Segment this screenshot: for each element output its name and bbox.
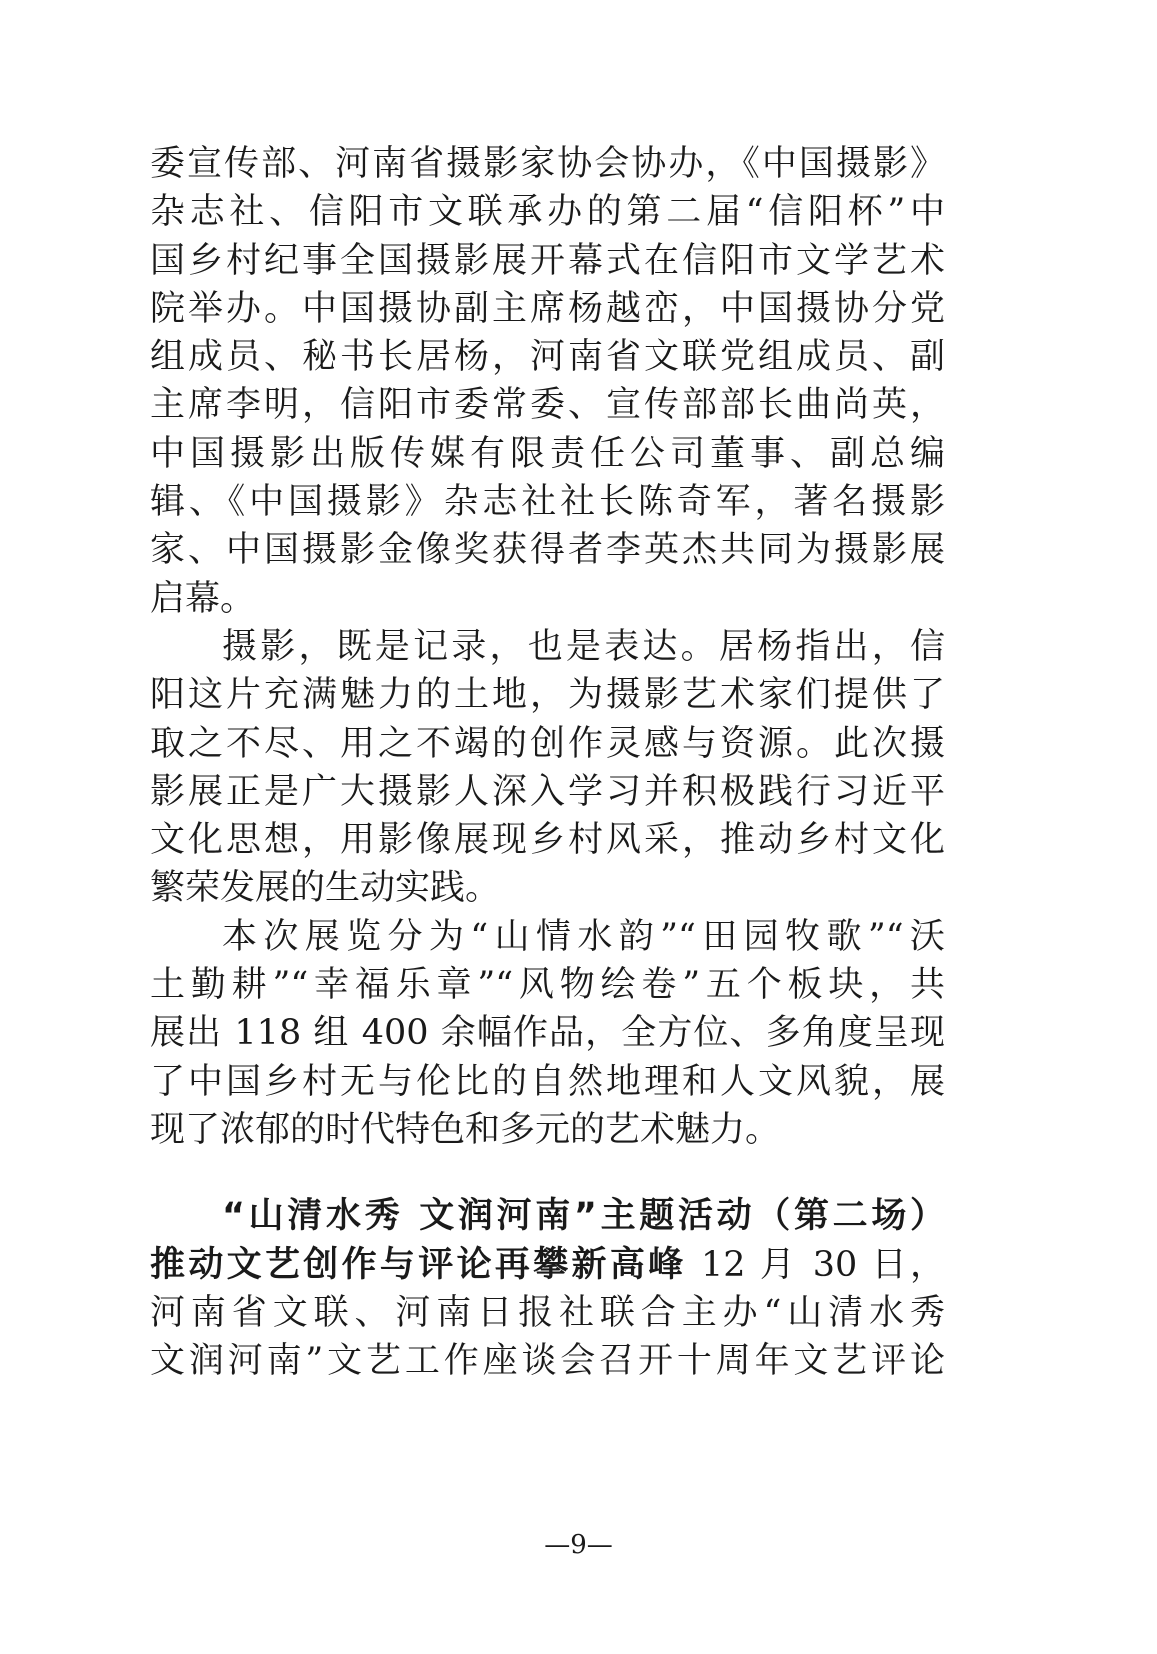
document-page (150, 140, 945, 1385)
text-line: 影展正是广大摄影人深入学习并积极践行习近平 (150, 771, 945, 812)
page-number: —9— (544, 1530, 613, 1560)
text-line: 文润河南”文艺工作座谈会召开十周年文艺评论 (150, 1341, 945, 1382)
text-line: 家、中国摄影金像奖获得者李英杰共同为摄影展 (150, 530, 945, 571)
paragraph-1 (150, 140, 945, 623)
paragraph-3 (150, 913, 945, 1154)
section-heading: “山清水秀 文润河南”主题活动（第二场） (222, 1196, 945, 1237)
text-line: 阳这片充满魅力的土地，为摄影艺术家们提供了 (150, 675, 945, 716)
text-line: 杂志社、信阳市文联承办的第二届“信阳杯”中 (150, 192, 945, 233)
text-line: 主席李明，信阳市委常委、宣传部部长曲尚英， (150, 385, 945, 426)
text-line: 文化思想，用影像展现乡村风采，推动乡村文化 (150, 820, 945, 861)
text-line: 委宣传部、河南省摄影家协会协办，《中国摄影》 (150, 144, 945, 184)
text-line: 本次展览分为“山情水韵”“田园牧歌”“沃 (222, 916, 945, 957)
section-subheading: 推动文艺创作与评论再攀新高峰 (150, 1244, 687, 1285)
text-line: 取之不尽、用之不竭的创作灵感与资源。此次摄 (150, 723, 945, 764)
text-line: 展出 118 组 400 余幅作品，全方位、多角度呈现 (150, 1013, 945, 1054)
text-line: 辑、《中国摄影》杂志社社长陈奇军，著名摄影 (150, 482, 945, 523)
section-date: 12 月 30 日， (686, 1244, 945, 1285)
text-line: 摄影，既是记录，也是表达。居杨指出，信 (222, 626, 945, 667)
text-line: 国乡村纪事全国摄影展开幕式在信阳市文学艺术 (150, 240, 945, 281)
text-line: 启幕。 (150, 578, 256, 619)
text-line: 院举办。中国摄协副主席杨越峦，中国摄协分党 (150, 288, 945, 329)
text-line: 繁荣发展的生动实践。 (150, 868, 501, 909)
text-line: 了中国乡村无与伦比的自然地理和人文风貌，展 (150, 1061, 945, 1102)
news-section (150, 1192, 945, 1385)
text-line: 土勤耕”“幸福乐章”“风物绘卷”五个板块，共 (150, 965, 945, 1006)
text-line: 组成员、秘书长居杨，河南省文联党组成员、副 (150, 337, 945, 378)
text-line: 现了浓郁的时代特色和多元的艺术魅力。 (150, 1109, 781, 1150)
section-spacer (150, 1154, 945, 1192)
section-heading-line-2 (150, 1241, 945, 1289)
text-line: 河南省文联、河南日报社联合主办“山清水秀 (150, 1292, 945, 1333)
paragraph-2 (150, 623, 945, 913)
text-line: 中国摄影出版传媒有限责任公司董事、副总编 (150, 433, 945, 474)
